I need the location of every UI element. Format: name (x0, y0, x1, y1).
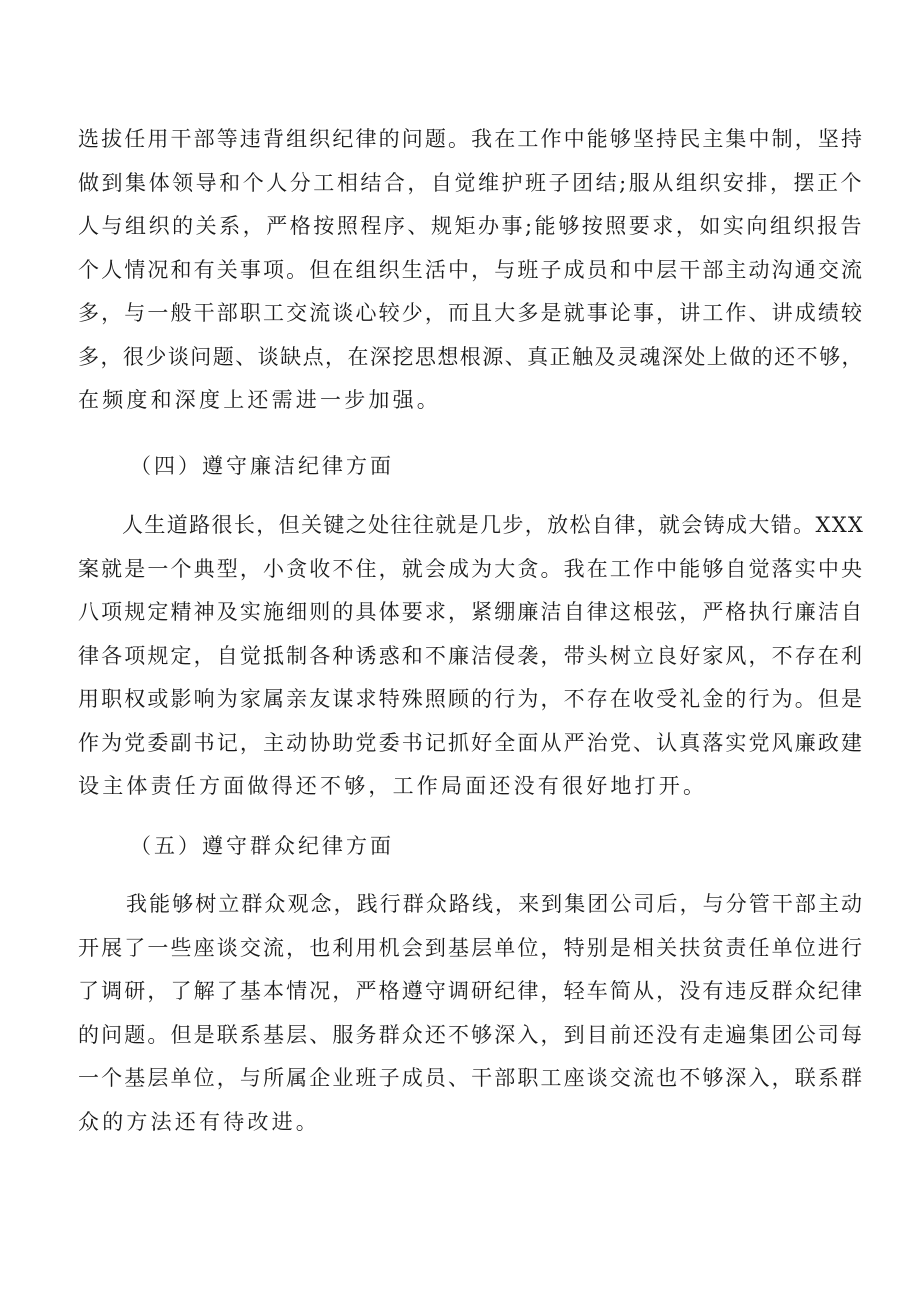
text-line: 律各项规定，自觉抵制各种诱惑和不廉洁侵袭，带头树立良好家风，不存在利 (78, 643, 864, 668)
paragraph-organizational-discipline (78, 118, 864, 423)
paragraph-integrity-discipline (78, 504, 864, 809)
text-line: 的问题。但是联系基层、服务群众还不够深入，到目前还没有走遍集团公司每 (78, 1022, 864, 1047)
text-line: 个人情况和有关事项。但在组织生活中，与班子成员和中层干部主动沟通交流 (78, 257, 864, 282)
text-line: 多，与一般干部职工交流谈心较少，而且大多是就事论事，讲工作、讲成绩较 (78, 301, 864, 325)
text-line: 人生道路很长，但关键之处往往就是几步，放松自律，就会铸成大错。XXX (122, 513, 864, 537)
text-line: 一个基层单位，与所属企业班子成员、干部职工座谈交流也不够深入，联系群 (78, 1066, 864, 1090)
text-line: 我能够树立群众观念，践行群众路线，来到集团公司后，与分管干部主动 (126, 892, 864, 916)
text-line: 八项规定精神及实施细则的具体要求，紧绷廉洁自律这根弦，严格执行廉洁自 (78, 600, 864, 624)
text-line: 多，很少谈问题、谈缺点，在深挖思想根源、真正触及灵魂深处上做的还不够， (78, 344, 864, 369)
section-heading-integrity: （四）遵守廉洁纪律方面 (130, 454, 394, 478)
text-line: 开展了一些座谈交流，也利用机会到基层单位，特别是相关扶贫责任单位进行 (78, 935, 864, 960)
text-line: 案就是一个典型，小贪收不住，就会成为大贪。我在工作中能够自觉落实中央 (78, 556, 864, 581)
text-line: 人与组织的关系，严格按照程序、规矩办事;能够按照要求，如实向组织报告 (78, 214, 864, 238)
text-line: 众的方法还有待改进。 (78, 1109, 320, 1134)
section-heading-mass-discipline: （五）遵守群众纪律方面 (130, 834, 394, 858)
text-line: 选拔任用干部等违背组织纪律的问题。我在工作中能够坚持民主集中制，坚持 (78, 127, 864, 151)
text-line: 在频度和深度上还需进一步加强。 (78, 388, 441, 412)
text-line: 作为党委副书记，主动协助党委书记抓好全面从严治党、认真落实党风廉政建 (78, 730, 864, 755)
text-line: 做到集体领导和个人分工相结合，自觉维护班子团结;服从组织安排，摆正个 (78, 170, 864, 195)
text-line: 用职权或影响为家属亲友谋求特殊照顾的行为，不存在收受礼金的行为。但是 (78, 687, 864, 711)
paragraph-mass-discipline (78, 883, 864, 1144)
text-line: 了调研，了解了基本情况，严格遵守调研纪律，轻车简从，没有违反群众纪律 (78, 979, 864, 1003)
text-line: 设主体责任方面做得还不够，工作局面还没有很好地打开。 (78, 774, 708, 798)
